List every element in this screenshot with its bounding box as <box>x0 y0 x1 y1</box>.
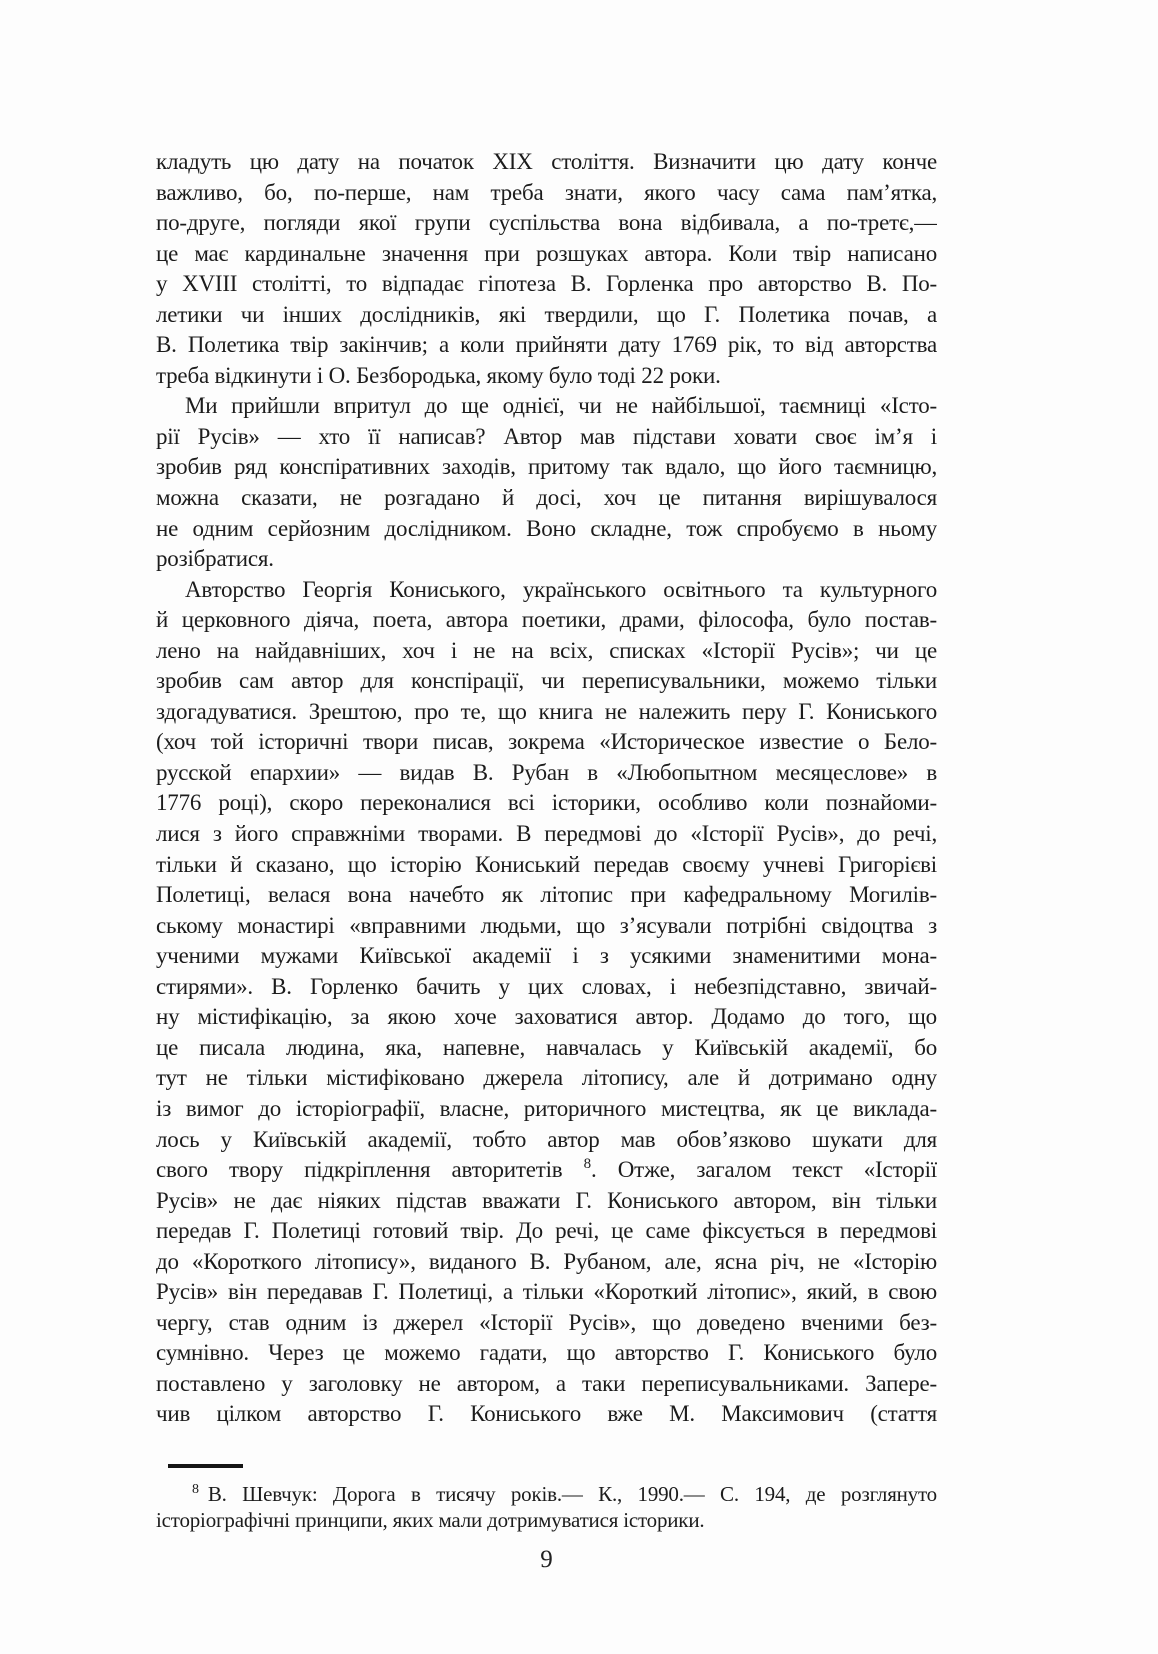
text-line: не одним серйозним дослідником. Воно складне, тож спробуємо в ньому <box>156 515 937 541</box>
footnote-marker: 8 <box>192 1482 199 1497</box>
text-line: Полетиці, велася вона начебто як літопис при кафедральному Могилів- <box>156 882 937 908</box>
text-line: по-друге, погляди якої групи суспільства вона відбивала, а по-третє,— <box>156 210 937 236</box>
text-line: можна сказати, не розгадано й досі, хоч це питання вирішувалося <box>156 485 937 511</box>
footnote-line <box>156 1481 937 1507</box>
text-line: чив цілком авторство Г. Кониського вже М. Максимович (стаття <box>156 1401 937 1427</box>
text-line: лено на найдавніших, хоч і не на всіх, списках «Історії Русів»; чи це <box>156 637 937 663</box>
text-line: зробив ряд конспіративних заходів, притому так вдало, що його таємницю, <box>156 454 937 480</box>
text-line: розібратися. <box>156 546 274 572</box>
text-line: свого твору підкріплення авторитетів $^8$. Отже, загалом текст «Історії <box>156 1156 937 1183</box>
text-line: із вимог до історіографії, власне, риторичного мистецтва, як це виклада- <box>156 1095 937 1121</box>
paragraph <box>156 391 937 574</box>
text-line: Ми прийшли впритул до ще однієї, чи не найбільшої, таємниці «Істо- <box>185 393 937 419</box>
text-line: поставлено у заголовку не автором, а таки переписувальниками. Запере- <box>156 1370 937 1396</box>
footnote-text: В. Шевчук: Дорога в тисячу років.— К., 1990.— С. 194, де розглянуто <box>207 1482 937 1506</box>
text-line: до «Короткого літопису», виданого В. Рубаном, але, ясна річ, не «Історію <box>156 1248 937 1274</box>
text-line: чергу, став одним із джерел «Історії Русів», що доведено вченими без- <box>156 1309 937 1335</box>
text-line: ученими мужами Київської академії і з усякими знаменитими мона- <box>156 943 937 969</box>
text-line: й церковного діяча, поета, автора поетики, драми, філософа, було постав- <box>156 607 937 633</box>
text-line: це має кардинальне значення при розшуках автора. Коли твір написано <box>156 240 937 266</box>
text-line: стирями». В. Горленко бачить у цих словах, і небезпідставно, звичай- <box>156 973 937 999</box>
footnote <box>156 1481 937 1533</box>
text-line: це писала людина, яка, напевне, навчалась у Київській академії, бо <box>156 1034 937 1060</box>
text-line: зробив сам автор для конспірації, чи переписувальники, можемо тільки <box>156 668 937 694</box>
footnote-separator <box>168 1464 243 1468</box>
text-line: тут не тільки містифіковано джерела літопису, але й дотримано одну <box>156 1065 937 1091</box>
text-line: важливо, бо, по-перше, нам треба знати, якого часу сама пам’ятка, <box>156 179 937 205</box>
text-line: треба відкинути і О. Безбородька, якому було тоді 22 роки. <box>156 362 721 388</box>
text-line: здогадуватися. Зрештою, про те, що книга не належить перу Г. Кониського <box>156 698 937 724</box>
text-line: ському монастирі «вправними людьми, що з’ясували потрібні свідоцтва з <box>156 912 937 938</box>
text-line: лось у Київській академії, тобто автор мав обов’язково шукати для <box>156 1126 937 1152</box>
text-line: лися з його справжніми творами. В передмові до «Історії Русів», до речі, <box>156 821 937 847</box>
paragraph <box>156 147 937 391</box>
text-line: кладуть цю дату на початок XIX століття. Визначити цю дату конче <box>156 149 937 174</box>
text-line: летики чи інших дослідників, які твердили, що Г. Полетика почав, а <box>156 301 937 327</box>
text-line: передав Г. Полетиці готовий твір. До речі, це саме фіксується в передмові <box>156 1218 937 1244</box>
text-line: (хоч той історичні твори писав, зокрема «Историческое известие о Бело- <box>156 729 937 755</box>
footnote-ref: 8 <box>583 1156 591 1173</box>
text-line: тільки й сказано, що історію Кониський передав своєму учневі Григорієві <box>156 851 937 877</box>
text-line: русской епархии» — видав В. Рубан в «Любопытном месяцеслове» в <box>156 759 937 785</box>
text-line: у XVIII столітті, то відпадає гіпотеза В. Горленка про авторство В. По- <box>156 271 937 297</box>
text-line: В. Полетика твір закінчив; а коли прийняти дату 1769 рік, то від авторства <box>156 332 937 358</box>
paragraph <box>156 575 937 1430</box>
text-line: ну містифікацію, за якою хоче заховатися автор. Додамо до того, що <box>156 1004 937 1030</box>
text-line: 1776 році), скоро переконалися всі історики, особливо коли познайоми- <box>156 790 937 816</box>
text-line: Авторство Георгія Кониського, українського освітнього та культурного <box>185 576 937 602</box>
text-line: рії Русів» — хто її написав? Автор мав підстави ховати своє ім’я і <box>156 423 937 449</box>
text-line: Русів» не дає ніяких підстав вважати Г. Кониського автором, він тільки <box>156 1187 937 1213</box>
body-text <box>156 147 937 1430</box>
text-line: Русів» він передавав Г. Полетиці, а тільки «Короткий літопис», який, в свою <box>156 1279 937 1305</box>
footnote-line: історіографічні принципи, яких мали дотримуватися історики. <box>156 1508 705 1532</box>
page-number: 9 <box>540 1546 553 1573</box>
text-line: сумнівно. Через це можемо гадати, що авторство Г. Кониського було <box>156 1340 937 1366</box>
